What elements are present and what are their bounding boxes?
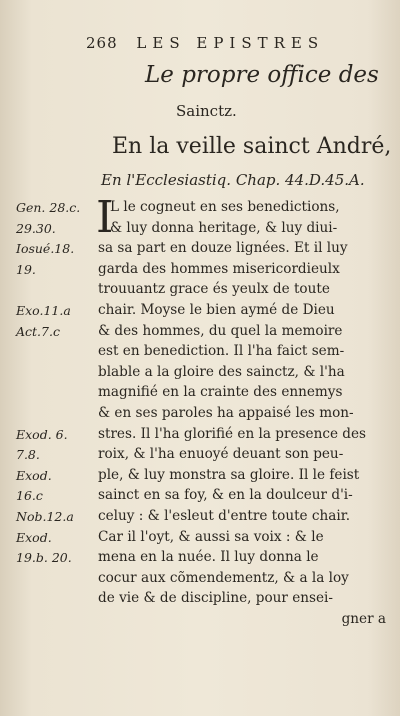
text-line: est en benediction. Il l'ha faict sem- <box>98 343 345 360</box>
text-line: trouuantz grace és yeulx de toute <box>98 281 330 298</box>
text-line: & luy donna heritage, & luy diui- <box>110 219 338 236</box>
text-line: roix, & l'ha enuoyé deuant son peu- <box>98 446 344 463</box>
text-line: & des hommes, du quel la memoire <box>98 322 343 339</box>
text-line: de vie & de discipline, pour ensei- <box>98 590 333 607</box>
text-line: & en ses paroles ha appaisé les mon- <box>98 404 354 421</box>
drop-capital: I <box>96 192 114 243</box>
text-line: Car il l'oyt, & aussi sa voix : & le <box>98 528 324 545</box>
margin-note: Nob.12.a <box>16 509 74 524</box>
text-line: sainct en sa foy, & en la doulceur d'i- <box>98 487 353 504</box>
section-title-line1: Le propre office des <box>145 62 379 88</box>
margin-note: 29.30. <box>16 220 56 236</box>
text-line: garda des hommes misericordieulx <box>98 260 340 277</box>
text-line: sa sa part en douze lignées. Et il luy <box>98 240 348 257</box>
running-title: LES EPISTRES <box>136 34 325 52</box>
text-line: mena en la nuée. Il luy donna le <box>98 549 319 566</box>
running-header <box>86 34 324 52</box>
margin-note: 19. <box>16 261 36 277</box>
text-line: ple, & luy monstra sa gloire. Il le feist <box>98 466 360 483</box>
feast-heading: En la veille sainct André, <box>112 134 392 159</box>
text-line: chair. Moyse le bien aymé de Dieu <box>98 301 335 318</box>
text-line: L le cogneut en ses benedictions, <box>110 199 340 215</box>
margin-note: Exo.11.a <box>16 303 71 318</box>
text-line: stres. Il l'ha glorifié en la presence des <box>98 425 367 442</box>
margin-note: Exod. 6. <box>16 426 68 442</box>
text-line: cocur aux cõmendementz, & a la loy <box>98 569 349 586</box>
section-title-line2: Sainctz. <box>176 102 237 120</box>
text-line: blable a la gloire des sainctz, & l'ha <box>98 363 345 380</box>
margin-note: 16.c <box>16 488 43 504</box>
margin-note: Gen. 28.c. <box>16 200 81 215</box>
margin-note: Iosué.18. <box>16 241 75 257</box>
margin-note: Act.7.c <box>16 323 60 339</box>
margin-note: Exod. <box>16 529 52 545</box>
margin-note: 7.8. <box>16 447 40 463</box>
margin-note: Exod. <box>16 467 52 483</box>
text-line: gner a <box>341 610 386 627</box>
scripture-reference: En l'Ecclesiastiq. Chap. 44.D.45.A. <box>101 171 365 189</box>
body-text <box>96 192 386 629</box>
page-number: 268 <box>86 34 118 52</box>
margin-note: 19.b. 20. <box>16 550 72 566</box>
text-line: magnifié en la crainte des ennemys <box>98 384 343 401</box>
text-line: celuy : & l'esleut d'entre toute chair. <box>98 507 351 524</box>
